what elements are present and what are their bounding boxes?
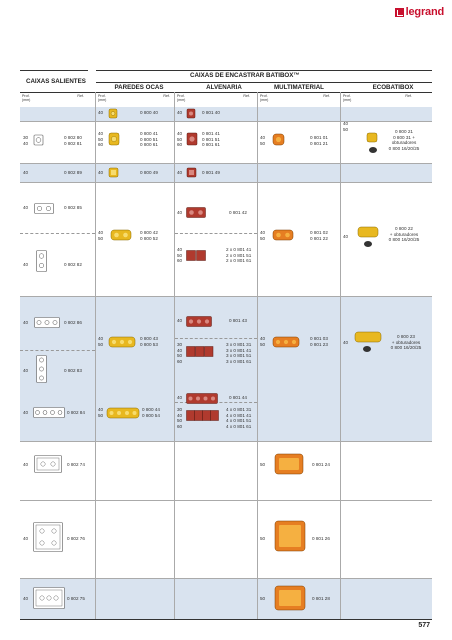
- row-sep-6: [20, 441, 432, 442]
- r5-paredes-ref: 0 800 43 0 800 53: [140, 336, 158, 347]
- r5-saliente-ref-a: 0 802 86: [64, 320, 82, 325]
- r4-alvenaria-ref-b: 2 x 0 801 41 2 x 0 801 51 2 x 0 801 61: [226, 247, 252, 264]
- yellow-box-double-icon: [110, 229, 132, 241]
- legrand-logo-mark: [395, 8, 404, 17]
- section-title-alvenaria: ALVENARIA: [206, 84, 242, 91]
- r4-saliente-ref-a: 0 802 85: [64, 205, 82, 210]
- row-sep-1: [20, 121, 432, 122]
- r2-saliente-prof: 30 40: [23, 135, 29, 146]
- r4-saliente-prof-a: 40: [23, 205, 29, 210]
- surface-box-double-vertical-icon: [36, 250, 47, 272]
- r6-alvenaria-ref-a: 0 801 44: [229, 395, 247, 400]
- r4-ecobatibox-prof: 40: [343, 234, 349, 239]
- dash-row5-saliente: [20, 350, 95, 351]
- r5-ecobatibox-ref: 0 800 23 + obturadores 0 800 16/20/25: [390, 334, 422, 351]
- r8-multimaterial-ref: 0 801 26: [312, 536, 330, 541]
- col-ref-alvenaria: Ref.: [243, 94, 250, 98]
- r3-saliente-ref: 0 802 89: [64, 170, 82, 175]
- r5-multimaterial-ref: 0 801 03 0 801 23: [310, 336, 328, 347]
- r1-alvenaria-ref: 0 801 40: [202, 110, 220, 115]
- dash-row4-saliente: [20, 233, 95, 234]
- legrand-logo-text: legrand: [405, 6, 444, 18]
- r7-multimaterial-ref: 0 801 24: [312, 462, 330, 467]
- r6-paredes-prof: 40 50: [98, 407, 104, 418]
- r2-paredes-prof: 40 50 60: [98, 131, 104, 148]
- row-sep-3: [20, 182, 432, 183]
- surface-box-triple-horizontal-icon: [34, 317, 60, 328]
- row-band-1: [20, 107, 432, 121]
- r4-paredes-ref: 0 800 42 0 800 52: [140, 230, 158, 241]
- left-title: CAIXAS SALIENTES: [26, 78, 86, 85]
- r9-saliente-ref: 0 802 75: [67, 596, 85, 601]
- eco-yellow-box-double-icon: [357, 226, 379, 238]
- r5-multimaterial-prof: 40 50: [260, 336, 266, 347]
- orange-box-double-icon: [272, 229, 294, 241]
- red-box-coupled-quad-icon: [186, 410, 220, 421]
- surface-box-single-icon: [33, 134, 44, 146]
- red-box-single-icon: [186, 108, 196, 119]
- r5-alvenaria-ref-b: 3 x 0 801 31 3 x 0 801 41 3 x 0 801 51 3 x 0 801 61: [226, 342, 252, 364]
- r4-saliente-prof-b: 40: [23, 262, 29, 267]
- r2-ecobatibox-ref: 0 800 21 0 800 31 + obturadores 0 800 16/20/25: [388, 129, 420, 151]
- row-sep-8: [20, 578, 432, 579]
- section-title-paredes-ocas: PAREDES OCAS: [114, 84, 164, 91]
- legrand-logo: [395, 6, 444, 18]
- red-box-coupled-triple-icon: [186, 346, 214, 357]
- r5-alvenaria-prof-a: 40: [177, 318, 183, 323]
- r6-saliente-ref: 0 802 84: [67, 410, 85, 415]
- r2-paredes-ref: 0 800 41 0 800 51 0 800 61: [140, 131, 158, 148]
- r2-multimaterial-prof: 40 50: [260, 135, 266, 146]
- r2-saliente-ref: 0 802 80 0 802 81: [64, 135, 82, 146]
- eco-obturator-icon: [362, 345, 372, 353]
- row-sep-7: [20, 500, 432, 501]
- r1-paredes-ref: 0 800 40: [140, 110, 158, 115]
- r3-alvenaria-prof: 40: [177, 170, 183, 175]
- red-box-square-icon: [186, 167, 197, 178]
- col-sep-2: [174, 92, 175, 619]
- red-box-deep-icon: [186, 132, 198, 146]
- r5-alvenaria-prof-b: 30 40 50 60: [177, 342, 183, 364]
- rule-left-top: [20, 70, 88, 71]
- r2-multimaterial-ref: 0 801 01 0 801 21: [310, 135, 328, 146]
- r4-ecobatibox-ref: 0 800 22 + obturadores 0 800 16/20/25: [388, 226, 420, 243]
- r6-paredes-ref: 0 800 44 0 800 54: [142, 407, 160, 418]
- r4-multimaterial-prof: 40 50: [260, 230, 266, 241]
- main-title: CAIXAS DE ENCASTRAR BATIBOX™: [190, 72, 300, 79]
- row-sep-2: [20, 163, 432, 164]
- r6-saliente-prof: 40: [23, 410, 29, 415]
- orange-box-triple-icon: [272, 336, 300, 348]
- r4-alvenaria-prof-b: 40 50 60: [177, 247, 183, 264]
- page-number: 577: [418, 622, 430, 629]
- orange-box-xxl-icon: [274, 585, 306, 611]
- surface-box-xl-icon: [33, 522, 63, 552]
- r4-alvenaria-ref-a: 0 801 42: [229, 210, 247, 215]
- dash-row4-alvenaria: [175, 233, 257, 234]
- rule-bottom: [20, 619, 432, 620]
- surface-box-large-icon: [34, 455, 62, 473]
- section-title-ecobatibox: ECOBATIBOX: [372, 84, 414, 91]
- r3-paredes-ref: 0 800 49: [140, 170, 158, 175]
- r2-ecobatibox-prof: 40 50: [343, 121, 349, 132]
- r6-alvenaria-prof-a: 40: [177, 395, 183, 400]
- r7-saliente-prof: 40: [23, 462, 29, 467]
- col-sep-1: [95, 92, 96, 619]
- r4-paredes-prof: 40 50: [98, 230, 104, 241]
- orange-box-single-icon: [272, 133, 285, 146]
- col-ref-ecobatibox: Ref.: [405, 94, 412, 98]
- orange-box-xl-icon: [274, 520, 306, 552]
- yellow-box-deep-icon: [108, 132, 120, 146]
- yellow-box-triple-icon: [108, 336, 136, 348]
- r2-alvenaria-prof: 40 50 60: [177, 131, 183, 148]
- yellow-box-single-icon: [108, 108, 118, 119]
- col-ref-paredes: Ref.: [163, 94, 170, 98]
- eco-obturator-icon: [363, 240, 373, 248]
- section-title-multimaterial: MULTIMATERIAL: [274, 84, 324, 91]
- r9-saliente-prof: 40: [23, 596, 29, 601]
- r5-alvenaria-ref-a: 0 801 43: [229, 318, 247, 323]
- r8-saliente-prof: 40: [23, 536, 29, 541]
- r2-alvenaria-ref: 0 801 41 0 801 51 0 801 61: [202, 131, 220, 148]
- r7-saliente-ref: 0 802 74: [67, 462, 85, 467]
- col-prof-multimaterial: Prof. (mm): [260, 94, 269, 102]
- dash-row5-alvenaria: [175, 338, 257, 339]
- r9-multimaterial-ref: 0 801 28: [312, 596, 330, 601]
- surface-box-triple-vertical-icon: [36, 355, 47, 383]
- red-box-triple-icon: [186, 316, 212, 327]
- yellow-box-quad-icon: [106, 407, 140, 419]
- orange-box-large-icon: [274, 453, 304, 475]
- col-prof-saliente: Prof. (mm): [22, 94, 31, 102]
- col-prof-ecobatibox: Prof. (mm): [343, 94, 352, 102]
- col-ref-saliente: Ref.: [77, 94, 84, 98]
- red-box-coupled-double-icon: [186, 250, 206, 261]
- r1-alvenaria-prof: 40: [177, 110, 183, 115]
- yellow-box-square-icon: [108, 167, 119, 178]
- eco-yellow-box-triple-icon: [354, 331, 382, 343]
- eco-obturator-icon: [368, 146, 378, 154]
- rule-main-top: [96, 70, 432, 71]
- surface-box-xxl-icon: [33, 587, 65, 609]
- row-sep-4: [20, 296, 432, 297]
- col-prof-alvenaria: Prof. (mm): [177, 94, 186, 102]
- surface-box-double-horizontal-icon: [34, 203, 54, 214]
- r4-saliente-ref-b: 0 802 82: [64, 262, 82, 267]
- eco-yellow-box-icon: [366, 132, 378, 143]
- rule-main-mid: [96, 82, 432, 83]
- r9-multimaterial-prof: 50: [260, 596, 266, 601]
- r3-saliente-prof: 40: [23, 170, 29, 175]
- r8-multimaterial-prof: 50: [260, 536, 266, 541]
- r6-alvenaria-prof-b: 30 40 50 60: [177, 407, 183, 429]
- col-sep-3: [257, 92, 258, 619]
- col-ref-multimaterial: Ref.: [323, 94, 330, 98]
- r3-alvenaria-ref: 0 801 49: [202, 170, 220, 175]
- col-prof-paredes: Prof. (mm): [98, 94, 107, 102]
- r5-saliente-ref-b: 0 802 83: [64, 368, 82, 373]
- r7-multimaterial-prof: 50: [260, 462, 266, 467]
- surface-box-quad-horizontal-icon: [33, 407, 65, 418]
- rule-header-bottom: [20, 92, 432, 93]
- r3-paredes-prof: 40: [98, 170, 104, 175]
- r5-ecobatibox-prof: 40: [343, 340, 349, 345]
- red-box-quad-icon: [186, 393, 218, 404]
- r4-alvenaria-prof-a: 40: [177, 210, 183, 215]
- r5-paredes-prof: 40 50: [98, 336, 104, 347]
- r6-alvenaria-ref-b: 4 x 0 801 31 4 x 0 801 41 4 x 0 801 51 4 x 0 801 61: [226, 407, 252, 429]
- r5-saliente-prof-a: 40: [23, 320, 29, 325]
- r1-paredes-prof: 40: [98, 110, 104, 115]
- r4-multimaterial-ref: 0 801 02 0 801 22: [310, 230, 328, 241]
- col-sep-4: [340, 92, 341, 619]
- red-box-double-icon: [186, 207, 206, 218]
- r8-saliente-ref: 0 802 76: [67, 536, 85, 541]
- r5-saliente-prof-b: 40: [23, 368, 29, 373]
